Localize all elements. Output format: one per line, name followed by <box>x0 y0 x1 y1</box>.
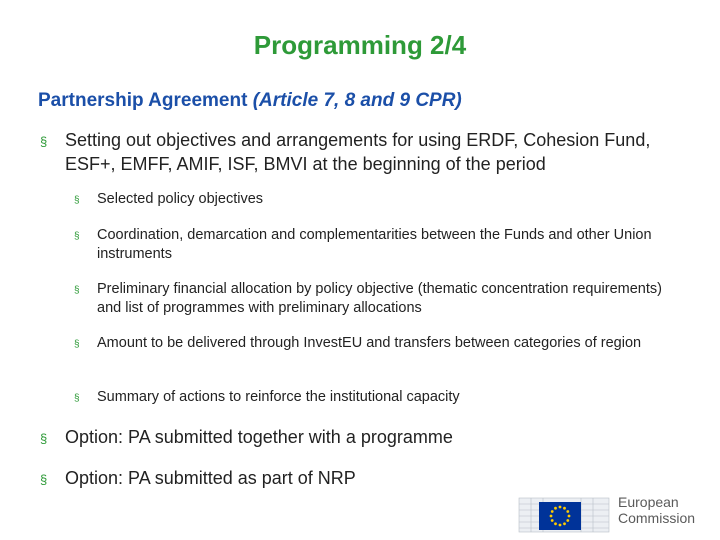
subtitle-article-reference: (Article 7, 8 and 9 CPR) <box>252 90 462 111</box>
bullet-marker: § <box>74 393 80 404</box>
sub-bullet-text: Coordination, demarcation and complementarities between the Funds and other Union instruments <box>97 227 652 262</box>
berlaymont-building-icon <box>515 488 615 534</box>
slide-title: Programming 2/4 <box>253 30 467 60</box>
slide-subtitle <box>38 90 462 112</box>
sub-bullet-item <box>74 190 674 209</box>
european-commission-logo <box>515 488 705 534</box>
sub-bullet-text: Preliminary financial allocation by policy objective (thematic concentration requirements) and list of programmes with preliminary allocations <box>97 281 662 316</box>
bullet-marker: § <box>74 195 80 206</box>
bullet-option-programme <box>40 425 690 449</box>
bullet-main-text: Setting out objectives and arrangements for using ERDF, Cohesion Fund, ESF+, EMFF, AMIF, ISF, BMVI at the beginning of the period <box>65 130 651 174</box>
sub-bullet-item <box>74 388 674 407</box>
bullet-option-text: Option: PA submitted as part of NRP <box>65 468 356 488</box>
bullet-option-nrp <box>40 466 690 490</box>
subtitle-main: Partnership Agreement <box>38 90 248 111</box>
logo-text-line2: Commission <box>618 510 696 526</box>
sub-bullet-text: Amount to be delivered through InvestEU and transfers between categories of region <box>97 335 642 351</box>
bullet-option-text: Option: PA submitted together with a programme <box>65 427 453 447</box>
logo-text-line1: European <box>618 494 679 510</box>
sub-bullet-item <box>74 334 674 353</box>
bullet-marker: § <box>74 339 80 350</box>
sub-bullet-item <box>74 280 674 318</box>
sub-bullet-item <box>74 226 674 264</box>
bullet-marker: § <box>74 285 80 296</box>
logo-text <box>618 494 695 526</box>
bullet-marker: § <box>40 472 48 487</box>
sub-bullet-text: Summary of actions to reinforce the institutional capacity <box>97 389 460 405</box>
sub-bullet-text: Selected policy objectives <box>97 191 264 207</box>
bullet-marker: § <box>40 431 48 446</box>
bullet-marker: § <box>40 134 48 149</box>
bullet-marker: § <box>74 231 80 242</box>
bullet-main <box>40 128 690 176</box>
